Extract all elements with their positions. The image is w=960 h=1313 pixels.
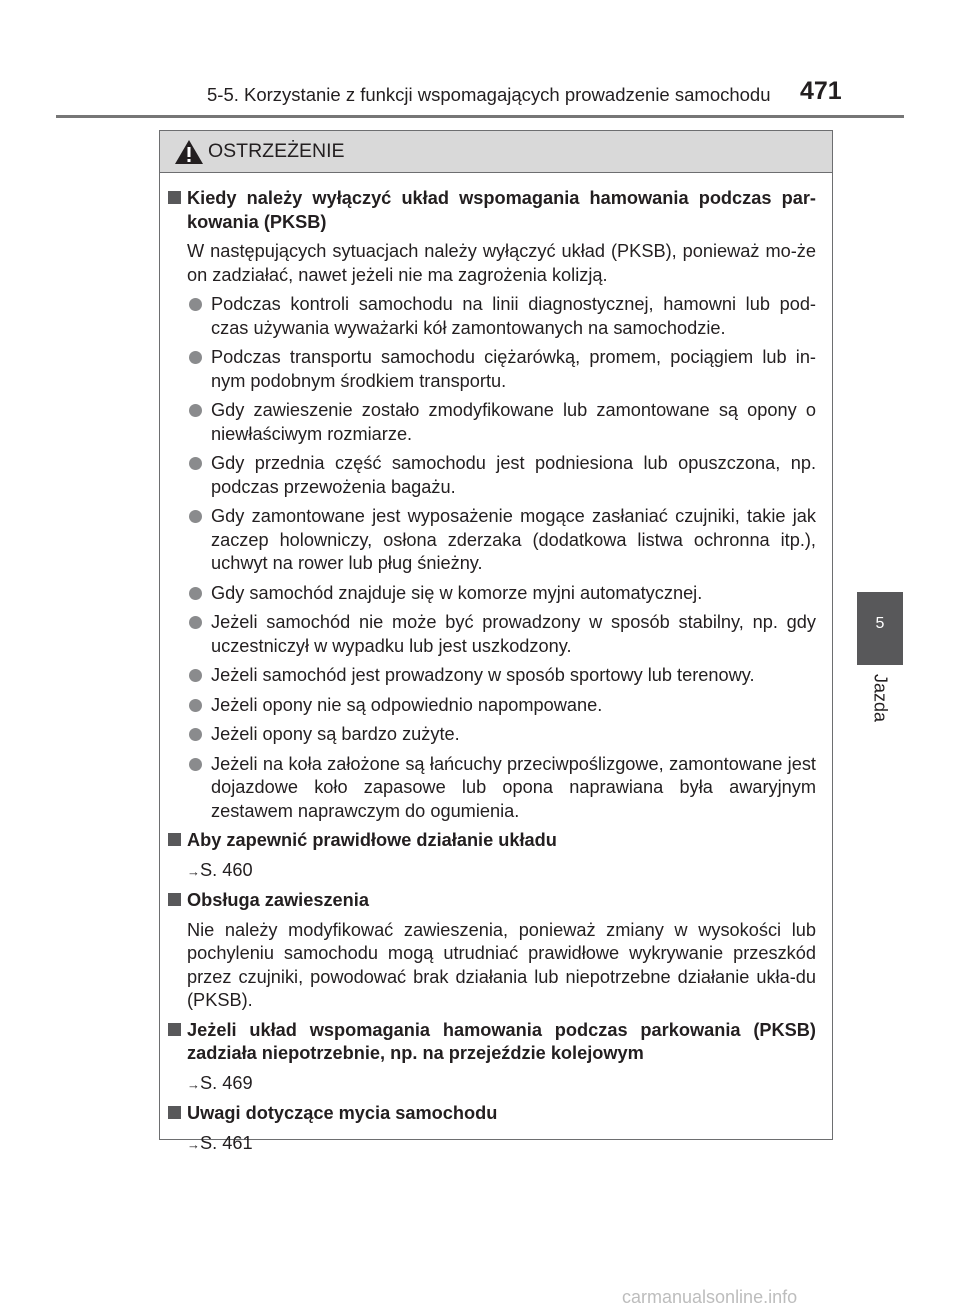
square-bullet-icon xyxy=(168,833,181,846)
section-title: Obsługa zawieszenia xyxy=(187,890,369,910)
chapter-tab[interactable] xyxy=(857,592,903,665)
warning-triangle-icon xyxy=(174,139,204,165)
square-bullet-icon xyxy=(168,191,181,204)
arrow-right-icon: → xyxy=(187,1136,200,1152)
warning-content xyxy=(160,173,832,1156)
circle-bullet-icon xyxy=(189,510,202,523)
circle-bullet-icon xyxy=(189,758,202,771)
warning-title: OSTRZEŻENIE xyxy=(208,140,345,162)
warning-section xyxy=(168,829,816,883)
page-reference[interactable]: →S. 469 xyxy=(187,1072,816,1097)
page-reference[interactable]: →S. 461 xyxy=(187,1132,816,1157)
page-number: 471 xyxy=(800,77,842,105)
list-item: Jeżeli opony są bardzo zużyte. xyxy=(187,723,816,747)
arrow-right-icon: → xyxy=(187,863,200,879)
list-item: Gdy samochód znajduje się w komorze myjni automatycznej. xyxy=(187,582,816,606)
circle-bullet-icon xyxy=(189,404,202,417)
list-item: Jeżeli samochód nie może być prowadzony w sposób stabilny, np. gdy uczestniczył w wypadku lub jest uszkodzony. xyxy=(187,611,816,658)
header-divider xyxy=(56,115,904,118)
section-title: Kiedy należy wyłączyć układ wspomagania hamowania podczas par-kowania (PKSB) xyxy=(187,188,816,232)
page-reference[interactable]: →S. 460 xyxy=(187,859,816,884)
warning-box xyxy=(159,130,833,1153)
warning-section xyxy=(168,1102,816,1156)
square-bullet-icon xyxy=(168,1023,181,1036)
circle-bullet-icon xyxy=(189,351,202,364)
list-item: Gdy zawieszenie zostało zmodyfikowane lub zamontowane są opony o niewłaściwym rozmiarze. xyxy=(187,399,816,446)
circle-bullet-icon xyxy=(189,587,202,600)
list-item: Podczas kontroli samochodu na linii diagnostycznej, hamowni lub pod-czas używania wyważarki kół zamontowanych na samochodzie. xyxy=(187,293,816,340)
list-item: Jeżeli opony nie są odpowiednio napompowane. xyxy=(187,694,816,718)
square-bullet-icon xyxy=(168,893,181,906)
warning-header xyxy=(160,131,832,173)
chapter-number: 5 xyxy=(875,615,885,632)
list-item: Gdy zamontowane jest wyposażenie mogące zasłaniać czujniki, takie jak zaczep holowniczy, osłona zderzaka (dodatkowa listwa ochronna itp.), uchwyt na rower lub pług śnieżny. xyxy=(187,505,816,576)
list-item: Jeżeli na koła założone są łańcuchy przeciwpoślizgowe, zamontowane jest dojazdowe koło zapasowe lub opona naprawiana była awaryjnym zestawem naprawczym do ogumienia. xyxy=(187,753,816,824)
chapter-label: Jazda xyxy=(870,674,891,723)
section-title: Aby zapewnić prawidłowe działanie układu xyxy=(187,830,557,850)
warning-section xyxy=(168,1019,816,1097)
circle-bullet-icon xyxy=(189,298,202,311)
arrow-right-icon: → xyxy=(187,1076,200,1092)
warning-section xyxy=(168,187,816,823)
circle-bullet-icon xyxy=(189,669,202,682)
list-item: Gdy przednia część samochodu jest podniesiona lub opuszczona, np. podczas przewożenia bagażu. xyxy=(187,452,816,499)
warning-section xyxy=(168,889,816,1013)
section-paragraph: W następujących sytuacjach należy wyłączyć układ (PKSB), ponieważ mo-że on zadziałać, nawet jeżeli nie ma zagrożenia kolizją. xyxy=(187,241,816,285)
footer-watermark[interactable]: carmanualsonline.info xyxy=(622,1287,798,1307)
circle-bullet-icon xyxy=(189,457,202,470)
section-title: Uwagi dotyczące mycia samochodu xyxy=(187,1103,498,1123)
section-paragraph: Nie należy modyfikować zawieszenia, ponieważ zmiany w wysokości lub pochyleniu samochodu mogą utrudniać prawidłowe wykrywanie przeszkód przez czujniki, powodować brak działania lub niepotrzebne działanie ukła-du (PKSB). xyxy=(187,919,816,1010)
square-bullet-icon xyxy=(168,1106,181,1119)
list-item: Podczas transportu samochodu ciężarówką, promem, pociągiem lub in-nym podobnym środkiem transportu. xyxy=(187,346,816,393)
header-title: 5-5. Korzystanie z funkcji wspomagających prowadzenie samochodu xyxy=(207,84,771,105)
circle-bullet-icon xyxy=(189,728,202,741)
list-item: Jeżeli samochód jest prowadzony w sposób sportowy lub terenowy. xyxy=(187,664,816,688)
circle-bullet-icon xyxy=(189,616,202,629)
section-title: Jeżeli układ wspomagania hamowania podczas parkowania (PKSB) zadziała niepotrzebnie, np. na przejeździe kolejowym xyxy=(187,1019,816,1063)
circle-bullet-icon xyxy=(189,699,202,712)
